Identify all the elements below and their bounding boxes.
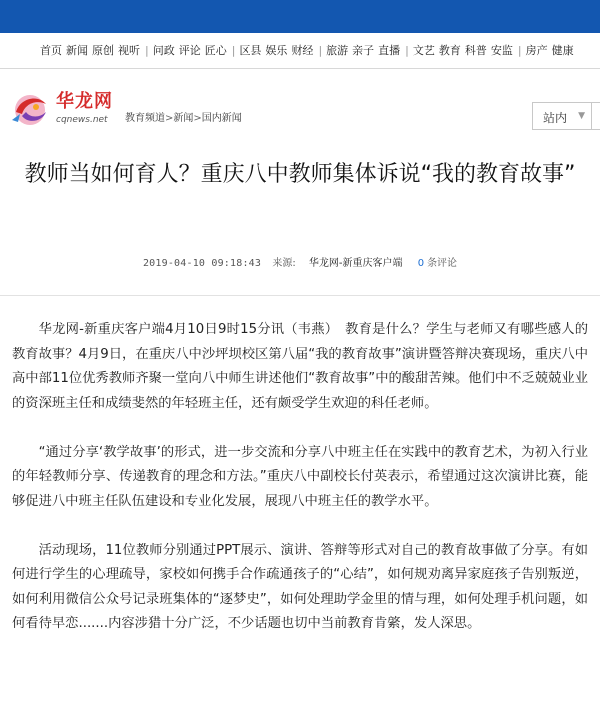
nav-separator: | [145, 44, 149, 57]
nav-link[interactable]: 匠心 [204, 44, 227, 57]
nav-link[interactable]: 娱乐 [265, 44, 288, 57]
article-paragraph: 活动现场，11位教师分别通过PPT展示、演讲、答辩等形式对自己的教育故事做了分享。有如何进行学生的心理疏导，家校如何携手合作疏通孩子的“心结”，如何规劝离异家庭孩子告别叛逆，如何利用微信公众号记录班集体的“逐梦史”，如何处理助学金里的情与理，如何处理手机问题，如何看待早恋.......内容涉猎十分广泛，不少话题也切中当前教育肯綮，发人深思。 [12, 542, 588, 631]
nav-link[interactable]: 健康 [551, 44, 574, 57]
header [0, 84, 600, 144]
nav-link[interactable]: 新闻 [66, 44, 88, 57]
nav-link[interactable]: 教育 [438, 44, 461, 57]
chevron-down-icon: ▼ [578, 111, 585, 121]
publish-date: 2019-04-10 09:18:43 [142, 258, 262, 269]
nav-link[interactable]: 科普 [464, 44, 487, 57]
nav-link[interactable]: 视听 [118, 44, 140, 57]
logo-text[interactable]: 华龙网 [56, 91, 113, 112]
search-input[interactable] [592, 102, 600, 130]
nav-separator: | [231, 44, 236, 57]
divider [0, 295, 600, 296]
source-label: 来源: [272, 258, 296, 269]
nav-link[interactable]: 旅游 [326, 44, 349, 57]
breadcrumb-item-domestic-news[interactable]: 国内新闻 [201, 113, 242, 124]
nav-link[interactable]: 原创 [92, 44, 114, 57]
nav-separator: | [318, 44, 323, 57]
nav-link[interactable]: 区县 [239, 44, 262, 57]
article-title: 教师当如何育人？重庆八中教师集体诉说“我的教育故事” [24, 162, 576, 187]
comment-label[interactable]: 条评论 [427, 258, 458, 269]
nav-link[interactable]: 房产 [525, 44, 548, 57]
breadcrumb-item-education[interactable]: 教育频道 [125, 113, 165, 124]
nav-link[interactable]: 首页 [40, 44, 62, 57]
nav-separator: | [517, 44, 522, 57]
nav-group [153, 43, 231, 59]
dragon-logo-icon[interactable] [8, 90, 52, 130]
nav-group [326, 43, 404, 59]
nav-separator: | [405, 44, 409, 57]
nav-link[interactable]: 问政 [152, 44, 175, 57]
nav-link[interactable]: 直播 [378, 44, 401, 57]
nav-link[interactable]: 亲子 [352, 44, 375, 57]
nav-group [526, 43, 578, 59]
search-scope-label: 站内 [543, 111, 568, 125]
breadcrumb-separator: > [165, 113, 174, 124]
comment-count[interactable]: 0 [417, 258, 425, 269]
nav-link[interactable]: 财经 [291, 44, 314, 57]
channel-nav-links [40, 43, 578, 59]
top-banner-bar [0, 0, 600, 33]
breadcrumb-item-news[interactable]: 新闻 [173, 113, 194, 124]
channel-nav [0, 33, 600, 69]
article-body [12, 318, 588, 661]
search-scope-select[interactable] [532, 102, 592, 130]
nav-group [40, 43, 144, 59]
nav-link[interactable]: 评论 [178, 44, 201, 57]
article-paragraph: 华龙网-新重庆客户端4月10日9时15分讯（韦燕） 教育是什么？学生与老师又有哪些感人的教育故事？4月9日，在重庆八中沙坪坝校区第八届“我的教育故事”演讲暨答辩决赛现场，重庆八中高中部11位优秀教师齐聚一堂向八中师生讲述他们“教育故事”中的酸甜苦辣。他们中不乏兢兢业业的资深班主任和成绩斐然的年轻班主任，还有颇受学生欢迎的科任老师。 [12, 322, 588, 411]
nav-link[interactable]: 安监 [490, 44, 513, 57]
nav-link[interactable]: 文艺 [412, 44, 435, 57]
article-paragraph: “通过分享‘教学故事’的形式，进一步交流和分享八中班主任在实践中的教育艺术，为初入行业的年轻教师分享、传递教育的理念和方法。”重庆八中副校长付英表示，希望通过这次演讲比赛，能够促进八中班主任队伍建设和专业化发展，展现八中班主任的教学水平。 [12, 444, 588, 509]
breadcrumb-separator: > [193, 113, 202, 124]
article-meta [0, 254, 600, 269]
breadcrumb [125, 109, 242, 124]
logo-domain: cqnews.net [56, 115, 108, 125]
source-name[interactable]: 华龙网-新重庆客户端 [308, 258, 403, 269]
nav-group [413, 43, 517, 59]
nav-group [239, 43, 317, 59]
